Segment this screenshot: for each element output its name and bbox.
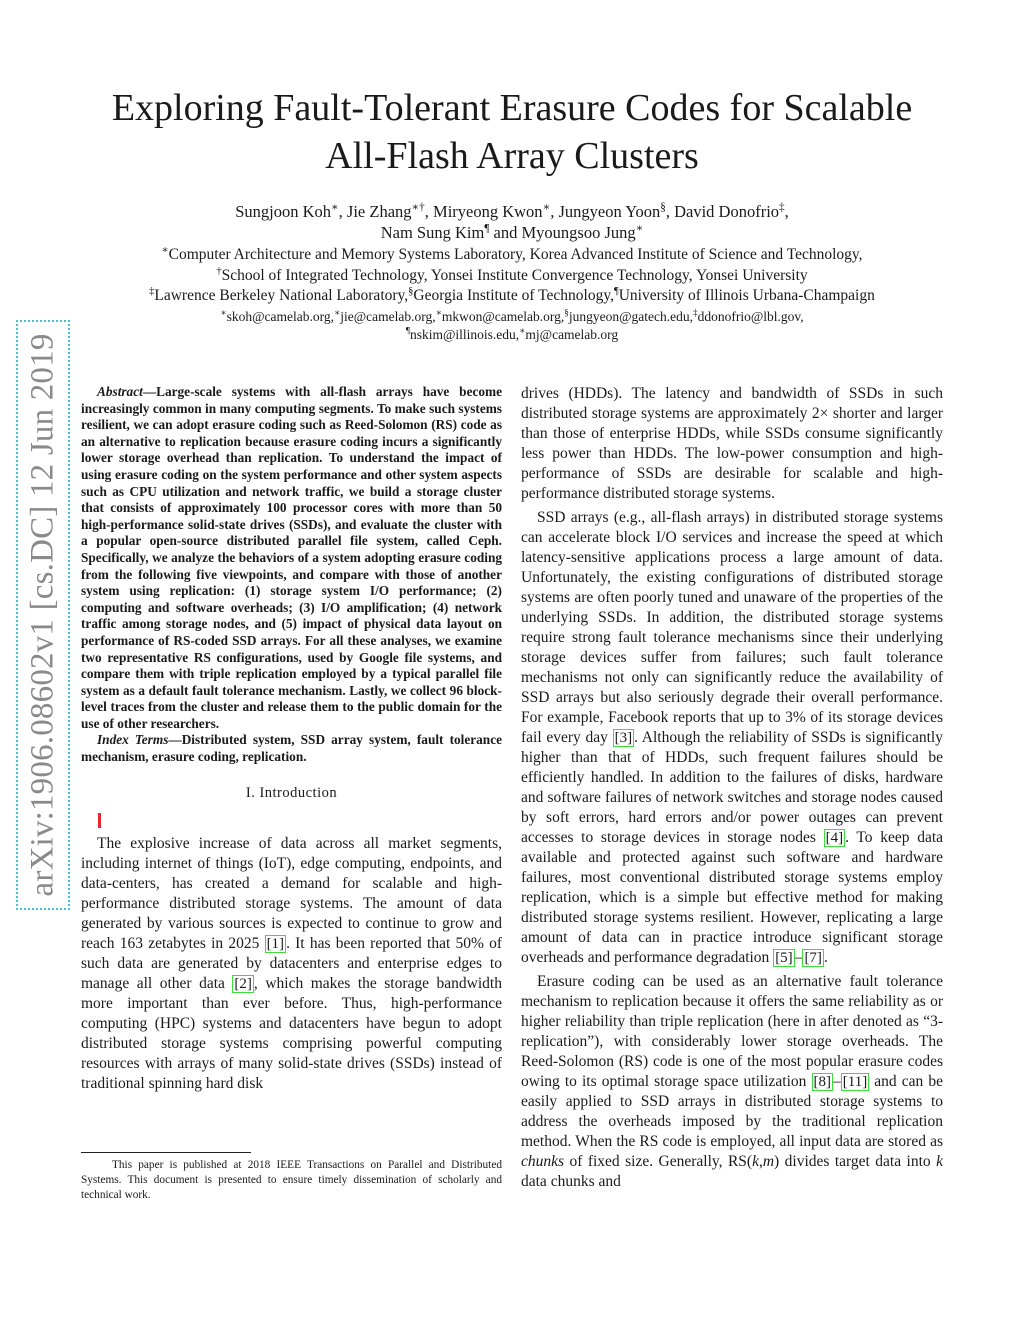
intro-paragraph-3: SSD arrays (e.g., all-flash arrays) in distributed storage systems can accelerate block I/O services and increase the speed at which latency-sensitive applications process a large amount of data. Unfortunately, the existing configurations of distributed storage systems are often poorly tuned and unaware of the properties of the underlying SSDs. In addition, the distributed storage systems require strong fault tolerance mechanisms since their underlying storage devices suffer from failures; such fault tolerance mechanisms not only can significantly reduce the availability of SSD arrays but also seriously degrade their overall performance. For example, Facebook reports that up to 3% of its storage devices fail every day [3] . Although the reliability of SSDs is significantly higher than that of HDDs, such frequent failures should be efficiently handled. In addition to the failures of disks, hardware and software failures of network switches and storage nodes caused by soft errors, hard errors and/or power outages can prevent accesses to storage devices in storage nodes [4] . To keep data available and protected against such software and hardware failures, most conventional distributed storage systems employ replication, which is a simple but effective method for making distributed storage systems resilient. However, replicating a large amount of data can in practice introduce significant storage overheads and performance degradation [5] – [7] . xyxy=(521,509,944,966)
affiliation-line-1: ∗Computer Architecture and Memory Systems Laboratory, Korea Advanced Institute of Science and Technology, xyxy=(161,244,863,263)
index-terms-label: Index Terms xyxy=(97,732,169,748)
author-line-1: Sungjoon Koh∗, Jie Zhang∗†, Miryeong Kwon∗, Jungyeon Yoon§, David Donofrio‡, xyxy=(235,201,789,221)
citation-link[interactable]: [3] xyxy=(614,730,633,746)
index-terms-text: —Distributed system, SSD array system, fault tolerance mechanism, erasure coding, replication. xyxy=(81,732,502,765)
citation-link[interactable]: [7] xyxy=(804,950,822,966)
citation-link[interactable]: [5] xyxy=(775,950,793,966)
footnote: This paper is published at 2018 IEEE Transactions on Parallel and Distributed Systems. This document is presented to ensure timely dissemination of scholarly and technical work. xyxy=(81,1159,502,1201)
abstract-text: —Large-scale systems with all-flash arrays have become increasingly common in many computing segments. To make such systems resilient, we can adopt erasure coding such as Reed-Solomon (RS) code as an alternative to replication because erasure coding incurs a significantly lower storage overhead than replication. To understand the impact of using erasure coding on the system performance and other system aspects such as CPU utilization and network traffic, we build a storage cluster that consists of approximately 100 processor cores with more than 50 high-performance solid-state drives (SSDs), and evaluate the cluster with a popular open-source distributed parallel file system, called Ceph. Specifically, we analyze the behaviors of a system adopting erasure coding from the following five viewpoints, and compare with those of another system using replication: (1) storage system I/O performance; (2) computing and software overheads; (3) I/O amplification; (4) network traffic among storage nodes, and (5) impact of physical data layout on performance of RS-coded SSD arrays. For all these analyses, we examine two representative RS configurations, used by Google file systems, and compare them with triple replication employed by a typical parallel file system as a default fault tolerance mechanism. Lastly, we collect 96 block-level traces from the cluster and release them to the public domain for the use of other researchers. xyxy=(81,384,502,731)
paper-title xyxy=(40,84,984,180)
citation-link[interactable]: [11] xyxy=(842,1074,868,1090)
citation-link[interactable]: [4] xyxy=(825,830,844,846)
affiliation-line-2: †School of Integrated Technology, Yonsei Institute Convergence Technology, Yonsei University xyxy=(216,265,808,284)
abstract-label: Abstract xyxy=(97,384,143,399)
right-column xyxy=(521,384,943,1192)
email-line-1: ∗skoh@camelab.org,∗jie@camelab.org,∗mkwon@camelab.org,§jungyeon@gatech.edu,‡ddonofrio@lbl.gov, xyxy=(220,307,804,324)
text-cursor-marker xyxy=(98,813,101,828)
affiliations xyxy=(40,245,984,307)
author-list xyxy=(40,201,984,243)
title-line-1: Exploring Fault-Tolerant Erasure Codes for Scalable xyxy=(111,87,913,129)
citation-link[interactable]: [8] xyxy=(813,1074,831,1090)
affiliation-line-3: ‡Lawrence Berkeley National Laboratory,§Georgia Institute of Technology,¶University of Illinois Urbana-Champaign xyxy=(149,285,875,304)
left-column xyxy=(81,384,502,1094)
abstract xyxy=(81,384,502,732)
index-terms xyxy=(81,732,502,765)
intro-paragraph-2: drives (HDDs). The latency and bandwidth of SSDs in such distributed storage systems are approximately 2× shorter and larger than those of enterprise HDDs, while SSDs consume significantly less power than HDDs. The low-power consumption and high-performance of SSDs are desirable for scalable and high-performance distributed storage systems. xyxy=(521,385,943,502)
intro-paragraph-1: The explosive increase of data across all market segments, including internet of things (IoT), edge computing, endpoints, and data-centers, has created a demand for scalable and high-performance distributed storage systems. The amount of data generated by various sources is expected to continue to grow and reach 163 zetabytes in 2025 [1] . It has been reported that 50% of such data are generated by datacenters and enterprise edges to manage all other data [2] , which makes the storage bandwidth more important than ever before. Thus, high-performance computing (HPC) systems and datacenters have begun to adopt distributed storage systems comprising powerful computing resources with arrays of many solid-state drives (SSDs) instead of traditional spinning hard disk xyxy=(81,834,502,1092)
email-line-2: ¶nskim@illinois.edu,∗mj@camelab.org xyxy=(405,325,619,342)
title-line-2: All-Flash Array Clusters xyxy=(325,135,699,177)
footnote-divider xyxy=(81,1152,251,1153)
citation-link[interactable]: [2] xyxy=(234,975,252,992)
arxiv-id: arXiv:1906.08602v1 [cs.DC] 12 Jun 2019 xyxy=(24,333,61,897)
citation-link[interactable]: [1] xyxy=(266,935,285,952)
email-list xyxy=(40,308,984,344)
intro-paragraph-4: Erasure coding can be used as an alternative fault tolerance mechanism to replication because it offers the same reliability as or higher reliability than triple replication (here in after denoted as “3-replication”), with considerably lower storage overheads. The Reed-Solomon (RS) code is one of the most popular erasure codes owing to its optimal storage space utilization [8] – [11] and can be easily applied to SSD arrays in distributed storage systems to address the overheads imposed by the traditional replication method. When the RS code is employed, all input data are stored as chunks of fixed size. Generally, RS(k,m) divides target data into k data chunks and xyxy=(521,973,944,1190)
section-heading: I. Introduction xyxy=(245,784,338,801)
author-line-2: Nam Sung Kim¶ and Myoungsoo Jung∗ xyxy=(380,222,644,242)
